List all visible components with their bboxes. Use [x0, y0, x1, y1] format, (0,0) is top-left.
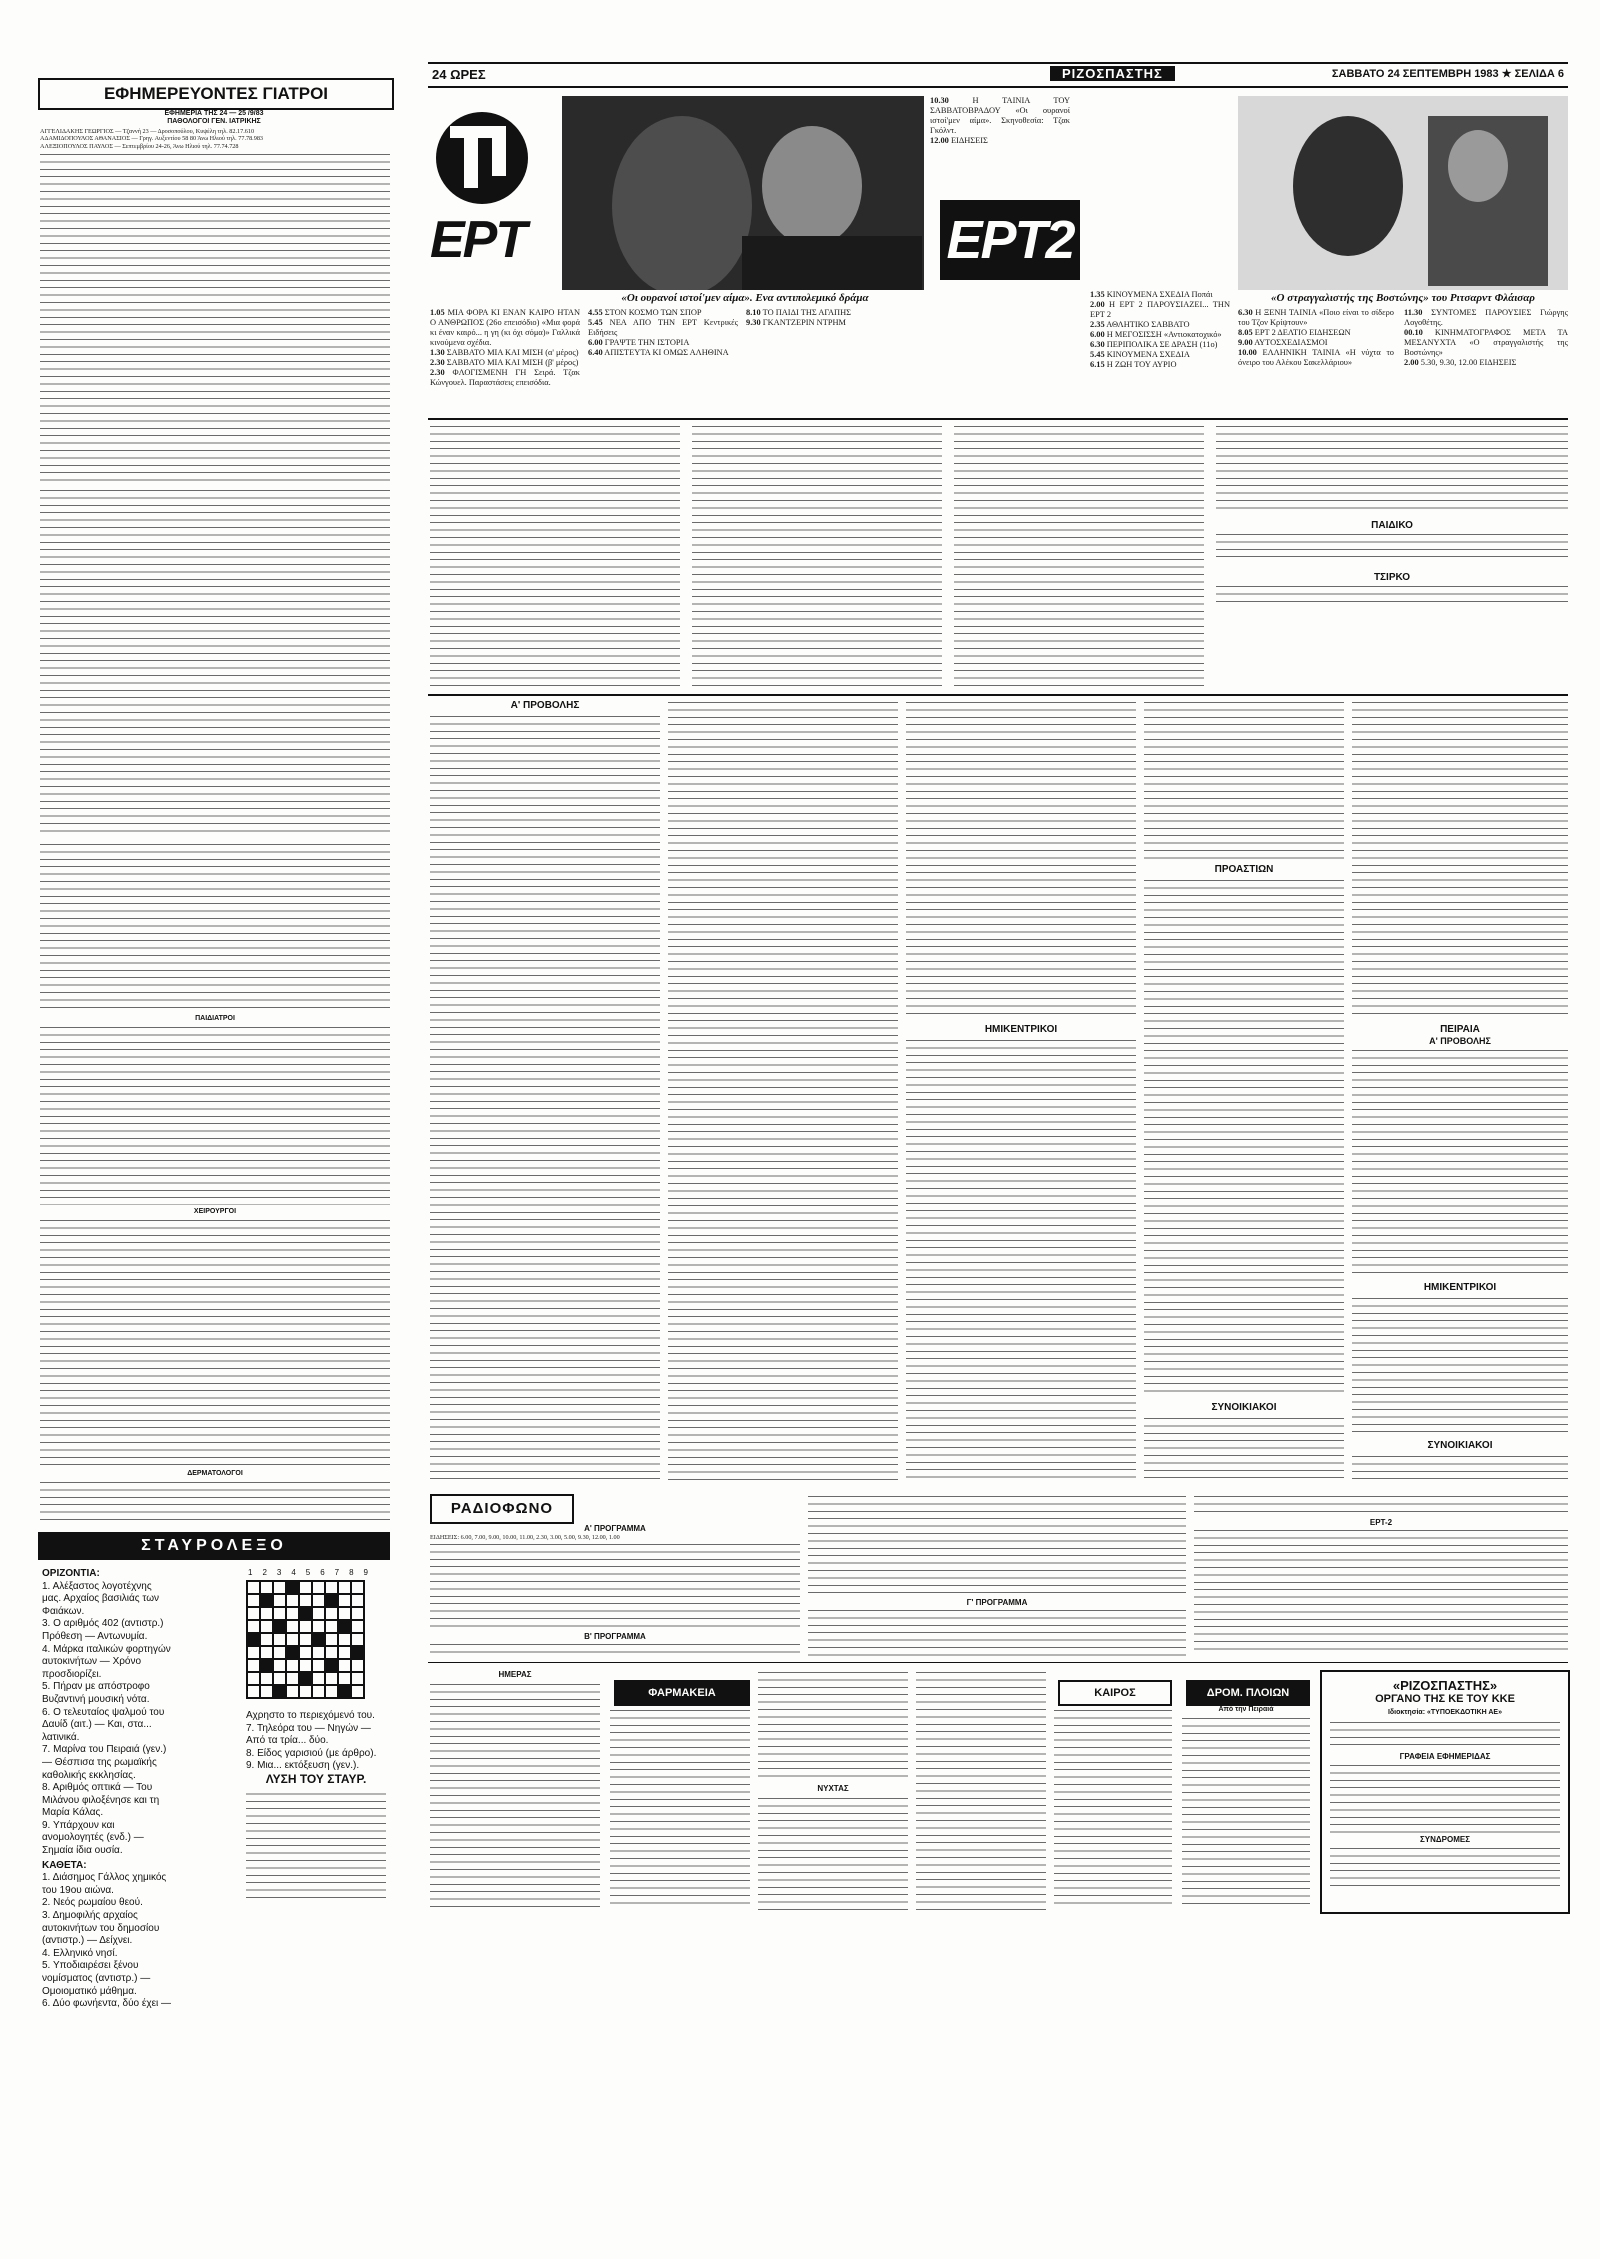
program-entry: 2.30 ΣΑΒΒΑΤΟ ΜΙΑ ΚΑΙ ΜΙΣΗ (β' μέρος) — [430, 358, 579, 367]
ships-text — [1182, 1716, 1310, 1910]
pharmacies-col2 — [610, 1708, 750, 1910]
cinemas-col2 — [668, 700, 898, 1484]
radio-program-b: Β' ΠΡΟΓΡΑΜΜΑ — [584, 1632, 646, 1641]
radio-col2 — [808, 1494, 1186, 1594]
ert2-schedule-col2 — [1238, 308, 1394, 412]
ships-title: ΔΡΟΜ. ΠΛΟΙΩΝ — [1186, 1680, 1310, 1706]
cinemas-col4c — [1144, 1416, 1344, 1484]
program-entry: 12.00 ΕΙΔΗΣΕΙΣ — [930, 136, 988, 145]
program-entry: 10.30 Η ΤΑΙΝΙΑ ΤΟΥ ΣΑΒΒΑΤΟΒΡΑΔΟΥ «Οι ουρανοί ιστοί'μεν αίμα». Σκηνοθεσία: Τζακ Γκόλντ. — [930, 96, 1070, 135]
grid-number: 3 — [276, 1568, 282, 1577]
solution-title: ΛΥΣΗ ΤΟΥ ΣΤΑΥΡ. — [265, 1772, 367, 1786]
doctors-list-block-5 — [40, 1218, 390, 1468]
radio-title: ΡΑΔΙΟΦΩΝΟ — [430, 1494, 574, 1524]
rizospastis-office-text — [1330, 1763, 1560, 1833]
doctor-entry: ΑΛΕΞΙΟΠΟΥΛΟΣ ΠΑΥΛΟΣ — Σεπτεμβρίου 24-26, Άνω Ηλιού τηλ. 77.74.728 — [40, 142, 239, 150]
grid-number: 2 — [262, 1568, 267, 1577]
program-entry: 6.40 ΑΠΙΣΤΕΥΤΑ ΚΙ ΟΜΩΣ ΑΛΗΘΙΝΑ — [588, 348, 729, 357]
program-entry: 2.00 5.30, 9.30, 12.00 ΕΙΔΗΣΕΙΣ — [1404, 358, 1517, 367]
rizospastis-info — [1330, 1720, 1560, 1750]
crossword-title: ΣΤΑΥΡΟΛΕΞΟ — [141, 1537, 287, 1554]
doctors-list-block-1 — [40, 152, 390, 482]
ert-movie-photo — [562, 96, 924, 290]
clue-down: 5. Υποδιαιρέσει ξένου νομίσματος (αντιστρ.) — Ομοιοματικό μάθημα. — [42, 1960, 151, 1997]
cinemas-col5c — [1352, 1296, 1568, 1436]
program-entry: 5.45 ΚΙΝΟΥΜΕΝΑ ΣΧΕΔΙΑ — [1090, 350, 1190, 359]
radio-ert2: ΕΡΤ-2 — [1369, 1518, 1393, 1527]
pharmacies-col1 — [430, 1682, 600, 1910]
doctor-entry: ΑΓΓΕΛΙΔΑΚΗΣ ΓΕΩΡΓΙΟΣ — Τζαννή 23 — Δροσοπούλου, Κυψέλη τηλ. 82.17.610 — [40, 128, 255, 135]
ert-photo-caption: «Οι ουρανοί ιστοί'μεν αίμα». Ενα αντιπολεμικό δράμα — [621, 292, 869, 304]
crossword-grid-numbers — [248, 1568, 368, 1577]
cinemas-b-heading: ΗΜΙΚΕΝΤΡΙΚΟΙ — [984, 1024, 1058, 1035]
rizospastis-sub-text — [1330, 1846, 1560, 1886]
radio-program-c: Γ' ΠΡΟΓΡΑΜΜΑ — [966, 1598, 1028, 1607]
radio-program-a: Α' ΠΡΟΓΡΑΜΜΑ — [584, 1524, 646, 1533]
divider — [428, 418, 1568, 420]
cinemas-col3 — [906, 700, 1136, 1020]
program-entry: 8.10 ΤΟ ΠΑΙΔΙ ΤΗΣ ΑΓΑΠΗΣ — [746, 308, 851, 317]
radio-news-times: ΕΙΔΗΣΕΙΣ: 6.00, 7.00, 9.00, 10.00, 11.00, 2.30, 3.00, 5.00, 9.30, 12.00, 1.00 — [430, 1534, 620, 1541]
paidiko-text — [1216, 532, 1568, 562]
ert-schedule-col3 — [746, 308, 896, 412]
cinemas-col5d — [1352, 1454, 1568, 1484]
pharmacies-col3 — [758, 1670, 908, 1780]
grid-number: 7 — [334, 1568, 340, 1577]
ert-schedule-col1 — [430, 308, 580, 412]
program-entry: 10.00 ΕΛΛΗΝΙΚΗ ΤΑΙΝΙΑ «Η νύχτα το όνειρο του Αλέκου Σακελλάριου» — [1238, 348, 1394, 367]
weather-text — [1054, 1708, 1172, 1910]
clue-down: 3. Δημοφιλής αρχαίος αυτοκινήτων του δημοσίου (αντιστρ.) — Δείχνει. — [42, 1910, 160, 1947]
ert2-schedule-col1 — [1090, 290, 1230, 410]
pharmacies-title: ΦΑΡΜΑΚΕΙΑ — [614, 1680, 750, 1706]
piraeus-a-heading: Α' ΠΡΟΒΟΛΗΣ — [1429, 1036, 1491, 1046]
theaters-col2 — [692, 424, 942, 686]
rizospastis-title: «ΡΙΖΟΣΠΑΣΤΗΣ» — [1392, 1678, 1498, 1693]
doctors-list-block-2 — [40, 488, 390, 838]
program-entry: 2.00 Η ΕΡΤ 2 ΠΑΡΟΥΣΙΑΖΕΙ... ΤΗΝ ΕΡΤ 2 — [1090, 300, 1230, 319]
crossword-right-clues — [246, 1710, 386, 1773]
piraeus-b-heading: ΗΜΙΚΕΝΤΡΙΚΟΙ — [1423, 1282, 1497, 1293]
doctors-subtitle — [38, 110, 390, 126]
clue-across: 9. Υπάρχουν και ανομολογητές (ενδ.) — Σημαία ίδια ουσία. — [42, 1819, 144, 1857]
cinemas-a-heading: Α' ΠΡΟΒΟΛΗΣ — [510, 700, 580, 711]
program-entry: 1.35 ΚΙΝΟΥΜΕΝΑ ΣΧΕΔΙΑ Ποπάι — [1090, 290, 1213, 299]
rizospastis-owner: Ιδιοκτησία: «ΤΥΠΟΕΚΔΟΤΙΚΗ ΑΕ» — [1387, 1709, 1502, 1716]
program-entry: 1.30 ΣΑΒΒΑΤΟ ΜΙΑ ΚΑΙ ΜΙΣΗ (α' μέρος) — [430, 348, 579, 357]
clue-across: 7. Μαρίνα του Πειραιά (γεν.) — Θέσπισα της ρωμαϊκής καθολικής εκκλησίας. — [42, 1744, 167, 1781]
program-entry: 4.55 ΣΤΟΝ ΚΟΣΜΟ ΤΩΝ ΣΠΟΡ — [588, 308, 702, 317]
across-label: ΟΡΙΖΟΝΤΙΑ: — [42, 1568, 100, 1579]
cinemas-d-heading: ΣΥΝΟΙΚΙΑΚΟΙ — [1211, 1402, 1277, 1413]
program-entry: 6.00 ΓΡΑΨΤΕ ΤΗΝ ΙΣΤΟΡΙΑ — [588, 338, 690, 347]
ert2-movie-photo — [1238, 96, 1568, 290]
program-entry: 11.30 ΣΥΝΤΟΜΕΣ ΠΑΡΟΥΣΙΕΣ Γιώργης Λογοθέτης. — [1404, 308, 1568, 327]
rizospastis-box — [1320, 1670, 1570, 1914]
rizospastis-subscriptions: ΣΥΝΔΡΟΜΕΣ — [1419, 1835, 1471, 1844]
film-still-image — [1238, 96, 1568, 290]
clue: 9. Μια... εκτόξευση (γεν.). — [246, 1760, 360, 1772]
crossword-solution-text — [246, 1790, 386, 1900]
cinemas-col3b — [906, 1038, 1136, 1484]
dermatologists-heading: ΔΕΡΜΑΤΟΛΟΓΟΙ — [187, 1470, 243, 1477]
radio-col3b — [1194, 1528, 1568, 1656]
rizospastis-offices: ΓΡΑΦΕΙΑ ΕΦΗΜΕΡΙΔΑΣ — [1399, 1752, 1491, 1761]
doctor-entry: ΑΔΑΜΙΔΟΠΟΥΛΟΣ ΑΘΑΝΑΣΙΟΣ — Γρηγ. Αυξεντίου 58 80 Άνω Ηλιού τηλ. 77.78.983 — [40, 135, 264, 143]
cinemas-col5b — [1352, 1048, 1568, 1278]
piraeus-c-heading: ΣΥΝΟΙΚΙΑΚΟΙ — [1427, 1440, 1493, 1451]
theaters-col1 — [430, 424, 680, 686]
paidiko-heading: ΠΑΙΔΙΚΟ — [1371, 520, 1413, 531]
pharmacies-col3b — [758, 1796, 908, 1910]
program-entry: 5.45 ΝΕΑ ΑΠΟ ΤΗΝ ΕΡΤ Κεντρικές Ειδήσεις — [588, 318, 738, 337]
divider — [428, 1662, 1568, 1663]
program-entry: 6.30 Η ΞΕΝΗ ΤΑΙΝΙΑ «Ποιο είναι το σίδερο του Τζον Κρίψτουν» — [1238, 308, 1394, 327]
clue-across: 4. Μάρκα ιταλικών φορτηγών αυτοκινήτων — Χρόνο προσδιορίζει. — [42, 1643, 171, 1680]
clue-down: 2. Νεός ρωμαίου θεού. — [42, 1897, 143, 1909]
header-left-label: 24 ΩΡΕΣ — [432, 67, 486, 82]
program-entry: 2.35 ΑΘΛΗΤΙΚΟ ΣΑΒΒΑΤΟ — [1090, 320, 1190, 329]
radio-col2b — [808, 1608, 1186, 1656]
ert-logo-text: ΕΡΤ — [430, 211, 526, 269]
program-entry: 2.30 ΦΛΟΓΙΣΜΕΝΗ ΓΗ Σειρά. Τζακ Κώνγουελ. Παραστάσεις επεισόδια. — [430, 368, 580, 387]
clue-across: 1. Αλέξαστος λογοτέχνης μας. Αρχαίος βασιλιάς των Φαιάκων. — [42, 1580, 160, 1617]
header-right-label: ΣΑΒΒΑΤΟ 24 ΣΕΠΤΕΜΒΡΗ 1983 ★ ΣΕΛΙΔΑ 6 — [1331, 68, 1564, 80]
masthead: ΡΙΖΟΣΠΑΣΤΗΣ — [1050, 66, 1175, 81]
program-entry: 00.10 ΚΙΝΗΜΑΤΟΓΡΑΦΟΣ ΜΕΤΑ ΤΑ ΜΕΣΑΝΥΧΤΑ «Ο στραγγαλιστής της Βοστώνης» — [1404, 328, 1568, 357]
grid-number: 1 — [248, 1568, 253, 1577]
program-entry: 1.05 ΜΙΑ ΦΟΡΑ ΚΙ ΕΝΑΝ ΚΑΙΡΟ ΗΤΑΝ Ο ΑΝΘΡΩΠΟΣ (26ο επεισόδιο) «Μια φορά κι έναν καιρό... η γη (κι όχι σόμα)» Γαλλικά κινούμενα σχέδια. — [430, 308, 580, 347]
pharmacies-col4 — [916, 1670, 1046, 1910]
ships-subtitle: Από την Πειραιά — [1218, 1706, 1274, 1713]
doctors-first-entries — [40, 128, 390, 152]
piraeus-heading: ΠΕΙΡΑΙΑ — [1440, 1024, 1480, 1035]
doctors-title-box — [38, 78, 394, 110]
cinemas-col4 — [1144, 700, 1344, 860]
doctors-list-block-3 — [40, 842, 390, 1012]
doctors-date: ΕΦΗΜΕΡΙΑ ΤΗΣ 24 — 25 /9/83 — [164, 110, 264, 117]
clue-across: 5. Πήραν με απόστροφο Βυζαντινή μουσική νότα. — [42, 1681, 150, 1705]
page-header — [428, 62, 1568, 88]
surgeons-heading: ΧΕΙΡΟΥΡΓΟΙ — [193, 1208, 237, 1215]
clue: 8. Είδος γαρισιού (με άρθρο). — [246, 1747, 377, 1759]
film-still-image — [562, 96, 924, 290]
doctors-list-block-4 — [40, 1025, 390, 1205]
ert2-logo: ΕΡΤ2 — [940, 200, 1080, 280]
cinemas-col1 — [430, 714, 660, 1484]
clue-across: 6. Ο τελευταίος ψαλμού του Δαυίδ (αιτ.) — Και, στα... λατινικά. — [42, 1706, 165, 1743]
program-entry: 6.15 Η ΖΩΗ ΤΟΥ ΑΥΡΙΟ — [1090, 360, 1177, 369]
clue-down: 4. Ελληνικό νησί. — [42, 1947, 118, 1959]
down-label: ΚΑΘΕΤΑ: — [42, 1859, 87, 1871]
radio-col1 — [430, 1542, 800, 1630]
crossword-across — [42, 1568, 172, 2011]
program-entry: 9.30 ΓΚΑΝΤΖΕΡΙΝ ΝΤΡΗΜ — [746, 318, 846, 327]
theaters-col3 — [954, 424, 1204, 686]
doctors-title: ΕΦΗΜΕΡΕΥΟΝΤΕΣ ΓΙΑΤΡΟΙ — [103, 84, 329, 103]
crossword-title-box — [38, 1532, 390, 1560]
cinemas-col5 — [1352, 700, 1568, 1020]
cinemas-c-heading: ΠΡΟΑΣΤΙΩΝ — [1214, 864, 1274, 875]
tsirko-heading: ΤΣΙΡΚΟ — [1373, 572, 1411, 583]
rizospastis-subtitle: ΟΡΓΑΝΟ ΤΗΣ ΚΕ ΤΟΥ ΚΚΕ — [1375, 1693, 1515, 1705]
ert-logo — [430, 104, 550, 274]
grid-number: 6 — [320, 1568, 325, 1577]
tsirko-text — [1216, 584, 1568, 606]
ert-schedule-col4 — [930, 96, 1070, 206]
weather-title: ΚΑΙΡΟΣ — [1058, 1680, 1172, 1706]
ert2-schedule-col3 — [1404, 308, 1568, 412]
crossword-grid[interactable] — [246, 1580, 365, 1699]
clue-down: 1. Διάσημος Γάλλος χημικός του 19ου αιώνα. — [42, 1872, 167, 1896]
program-entry: 6.30 ΠΕΡΙΠΟΛΙΚΑ ΣΕ ΔΡΑΣΗ (11ο) — [1090, 340, 1218, 349]
program-entry: 9.00 ΑΥΤΟΣΧΕΔΙΑΣΜΟΙ — [1238, 338, 1328, 347]
pharmacies-night-label: ΝΥΧΤΑΣ — [817, 1784, 849, 1793]
cinemas-col4b — [1144, 878, 1344, 1398]
theaters-col4 — [1216, 424, 1568, 514]
doctors-list-block-6 — [40, 1480, 390, 1520]
radio-col3 — [1194, 1494, 1568, 1516]
ert-schedule-col2 — [588, 308, 738, 412]
clue-across: 8. Αριθμός οπτικά — Του Μιλάνου φιλοξένησε και τη Μαρία Κάλας. — [42, 1782, 160, 1819]
program-entry: 8.05 ΕΡΤ 2 ΔΕΛΤΙΟ ΕΙΔΗΣΕΩΝ — [1238, 328, 1351, 337]
pediatricians-heading: ΠΑΙΔΙΑΤΡΟΙ — [195, 1015, 235, 1022]
clue: 7. Τηλεόρα του — Νηγών — Από τα τρία... δύο. — [246, 1722, 371, 1747]
pharmacies-day-label: ΗΜΕΡΑΣ — [498, 1670, 532, 1679]
doctors-category: ΠΑΘΟΛΟΓΟΙ ΓΕΝ. ΙΑΤΡΙΚΗΣ — [167, 118, 261, 125]
grid-number: 5 — [305, 1568, 311, 1577]
ert2-photo-caption: «Ο στραγγαλιστής της Βοστώνης» του Ριτσαρντ Φλάισαρ — [1271, 292, 1535, 304]
clue-down: 6. Δύο φωνήεντα, δύο έχει — — [42, 1998, 172, 2010]
divider — [428, 694, 1568, 696]
grid-number: 4 — [291, 1568, 296, 1577]
grid-number: 9 — [363, 1568, 368, 1577]
program-entry: 6.00 Η ΜΕΓΟΣΙΣΣΗ «Αντιοκατοχικό» — [1090, 330, 1222, 339]
clue-across: 3. O αριθμός 402 (αντιστρ.) Πρόθεση — Αντωνυμία. — [42, 1618, 164, 1642]
clue: Αχρηστο το περιεχόμενό του. — [246, 1710, 375, 1721]
grid-number: 8 — [349, 1568, 354, 1577]
radio-col1b — [430, 1642, 800, 1656]
